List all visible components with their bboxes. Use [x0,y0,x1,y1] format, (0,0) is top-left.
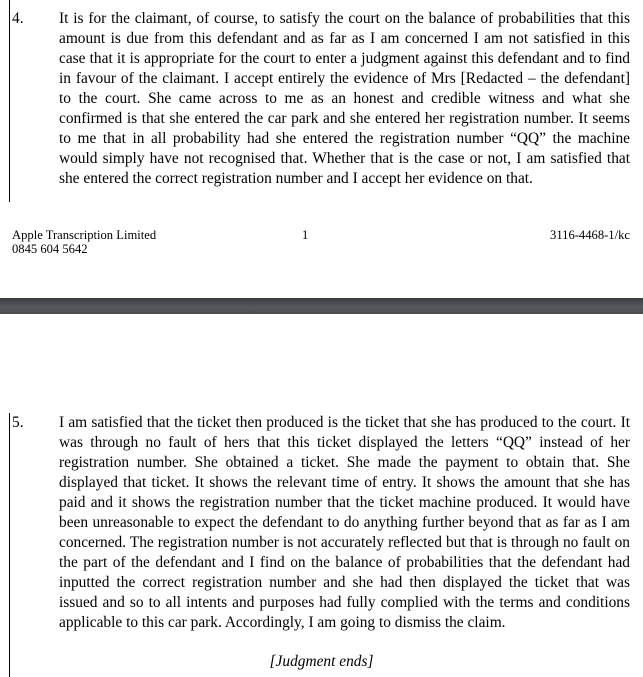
page-break-separator [0,298,643,314]
footer-company-name: Apple Transcription Limited [12,228,157,242]
footer-phone: 0845 604 5642 [12,242,88,256]
document-page-1 [0,0,643,298]
paragraph-text: I am satisfied that the ticket then produced is the ticket that she has produced to the court. It was through no fault of hers that this ticket displayed the letters “QQ” instead of her registration number. She obtained a ticket. She made the payment to obtain that. She displayed that ticket. It shows the relevant time of entry. It shows the amount that she has paid and it shows the registration number that the ticket machine produced. It would have been unreasonable to expect the defendant to do anything further beyond that as far as I am concerned. The registration number is not accurately reflected but that is through no fault on the part of the defendant and I find on the balance of probabilities that the defendant had inputted the correct registration number and she had then displayed the ticket that was issued and so to all intents and purposes had fully complied with the terms and conditions applicable to this car park. Accordingly, I am going to dismiss the claim. [59,414,630,631]
margin-rule [9,0,10,202]
judgment-ends: [Judgment ends] [269,653,374,670]
footer-company [12,228,156,256]
document-page-2 [0,314,643,677]
footer-reference: 3116-4468-1/kc [550,228,630,242]
footer-page-number: 1 [302,228,309,242]
paragraph-number: 4. [12,10,24,27]
paragraph-number: 5. [12,414,24,431]
paragraph-text: It is for the claimant, of course, to satisfy the court on the balance of probabilities that this amount is due from this defendant and as far as I am concerned I am not satisfied in this case that it is appropriate for the court to enter a judgment against this defendant and to find in favour of the claimant. I accept entirely the evidence of Mrs [Redacted – the defendant] to the court. She came across to me as an honest and credible witness and what she confirmed is that she entered the car park and she entered her registration number. It seems to me that in all probability had she entered the registration number “QQ” the machine would simply have not recognised that. Whether that is the case or not, I am satisfied that she entered the correct registration number and I accept her evidence on that. [59,10,630,187]
margin-rule [9,413,10,677]
